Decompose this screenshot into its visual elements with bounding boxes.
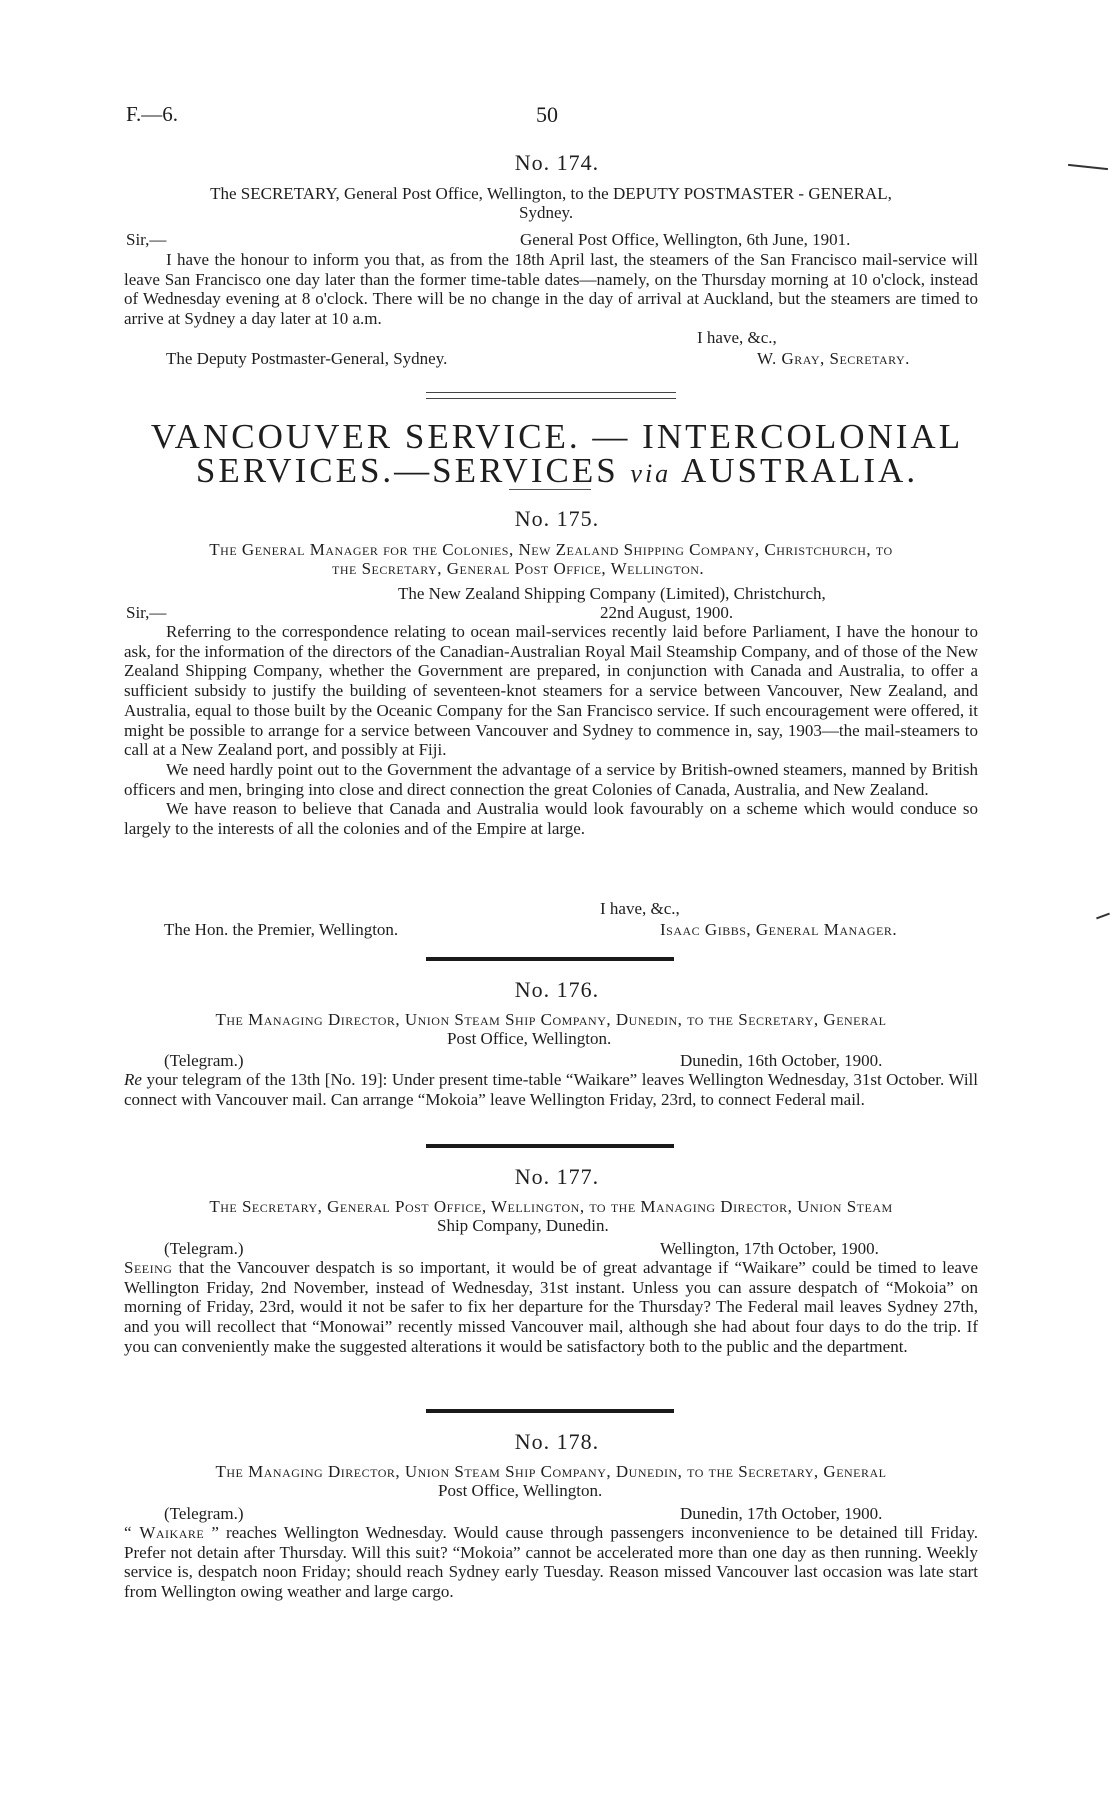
letter-177-place-date: Wellington, 17th October, 1900.: [660, 1239, 879, 1258]
letter-176-address-line-2: Post Office, Wellington.: [447, 1029, 612, 1048]
letter-176-place-date: Dunedin, 16th October, 1900.: [680, 1051, 883, 1070]
paragraph: [124, 1258, 978, 1357]
double-rule-divider: [426, 392, 676, 399]
document-code: F.—6.: [126, 102, 178, 126]
paragraph: [124, 1523, 978, 1602]
letter-177-body: [124, 1258, 978, 1357]
paragraph-3: We have reason to believe that Canada and Australia would look favourably on a scheme which would conduce so largely to the interests of all the colonies and of the Empire at large.: [124, 799, 978, 839]
letter-number-176: No. 176.: [514, 977, 600, 1002]
thick-rule-divider: [426, 1409, 674, 1413]
section-title-part-a: SERVICES.—SERVICES: [195, 451, 631, 490]
body-text: ” reaches Wellington Wednesday. Would cause through passengers inconvenience to be detained till Friday. Prefer not detain after Thursday. Will this suit? “Mokoia” cannot be accelerated more than one day as then running. Weekly service is, despatch noon Friday; should reach Sydney early Tuesday. Reason missed Vancouver last occasion was late start from Wellington owing weather and large cargo.: [124, 1523, 978, 1602]
letter-176-address-line-1: The Managing Director, Union Steam Ship Company, Dunedin, to the Secretary, General: [215, 1010, 887, 1029]
letter-176-telegram: (Telegram.): [164, 1051, 244, 1070]
letter-175-place: The New Zealand Shipping Company (Limited), Christchurch,: [398, 584, 826, 603]
short-rule: [509, 489, 591, 490]
letter-number-175: No. 175.: [514, 506, 600, 531]
letter-177-address-line-2: Ship Company, Dunedin.: [437, 1216, 609, 1235]
letter-175-closing: I have, &c.,: [600, 899, 680, 918]
letter-number-178: No. 178.: [514, 1429, 600, 1454]
body-text: your telegram of the 13th [No. 19]: Under present time-table “Waikare” leaves Wellington Wednesday, 31st October. Will connect with Vancouver mail. Can arrange “Mokoia” leave Wellington Friday, 23rd, to connect Federal mail.: [124, 1070, 978, 1109]
section-title-via: via: [630, 459, 672, 488]
letter-174-salutation: Sir,—: [126, 230, 167, 249]
letter-174-body: [124, 250, 978, 329]
letter-174-recipient: The Deputy Postmaster-General, Sydney.: [166, 349, 448, 368]
paragraph-1: Referring to the correspondence relating to ocean mail-services recently laid before Parliament, I have the honour to ask, for the information of the directors of the Canadian-Australian Royal Mail Steamship Company, and of those of the New Zealand Shipping Company, whether the Government are prepared, in conjunction with Canada and Australia, to offer a sufficient subsidy to justify the building of seventeen-knot steamers for a service between Vancouver, New Zealand, and Australia, equal to those built by the Oceanic Company for the San Francisco service. If such encouragement were offered, it might be possible to arrange for a service between Vancouver and Sydney to commence in, say, 1903—the mail-steamers to call at a New Zealand port, and possibly at Fiji.: [124, 622, 978, 760]
letter-175-salutation: Sir,—: [126, 603, 167, 622]
section-title-line-2: [0, 452, 1114, 493]
letter-177-address-line-1: The Secretary, General Post Office, Wellington, to the Managing Director, Union Steam: [209, 1197, 893, 1216]
letter-175-signature: Isaac Gibbs, General Manager.: [660, 920, 898, 939]
letter-175-address-line-2: the Secretary, General Post Office, Wellington.: [332, 559, 705, 578]
paragraph: I have the honour to inform you that, as from the 18th April last, the steamers of the San Francisco mail-service will leave San Francisco one day later than the former time-table dates—namely, on the Thursday morning at 10 o'clock, instead of Wednesday evening at 8 o'clock. There will be no change in the day of arrival at Auckland, but the steamers are timed to arrive at Sydney a day later at 10 a.m.: [124, 250, 978, 329]
letter-174-closing: I have, &c.,: [697, 328, 777, 347]
letter-175-address-line-1: The General Manager for the Colonies, New Zealand Shipping Company, Christchurch, to: [209, 540, 893, 559]
body-text: that the Vancouver despatch is so important, it would be of great advantage if “Waikare” could be timed to leave Wellington Friday, 2nd November, instead of Wednesday, 31st instant. Unless you can assure despatch of “Mokoia” on morning of Friday, 23rd, would it not be safer to fix her departure for the Thursday? The Federal mail leaves Sydney 27th, and you will recollect that “Monowai” recently missed Vancouver mail, although she had about four days to do the trip. If you can conveniently make the suggested alterations it would be satisfactory both to the public and the department.: [124, 1258, 978, 1356]
margin-mark: [1096, 913, 1110, 920]
lead-word: “ Waikare: [124, 1523, 205, 1542]
letter-178-place-date: Dunedin, 17th October, 1900.: [680, 1504, 883, 1523]
letter-175-recipient: The Hon. the Premier, Wellington.: [164, 920, 399, 939]
page-number: 50: [536, 102, 558, 127]
address-line-1: The SECRETARY, General Post Office, Wellington, to the DEPUTY POSTMASTER - GENERAL,: [210, 184, 892, 203]
section-title-line-1: VANCOUVER SERVICE. — INTERCOLONIAL: [150, 417, 964, 456]
thick-rule-divider: [426, 1144, 674, 1148]
section-title-part-c: AUSTRALIA.: [671, 451, 919, 490]
paragraph-2: We need hardly point out to the Government the advantage of a service by British-owned steamers, manned by British officers and men, bringing into close and direct connection the great Colonies of Canada, Australia, and New Zealand.: [124, 759, 978, 799]
letter-176-body: [124, 1070, 978, 1109]
letter-number-177: No. 177.: [514, 1164, 600, 1189]
thick-rule-divider: [426, 957, 674, 961]
letter-174-address-line-2: Sydney.: [519, 203, 574, 222]
letter-178-address-line-2: Post Office, Wellington.: [438, 1481, 603, 1500]
letter-178-telegram: (Telegram.): [164, 1504, 244, 1523]
letter-175-body: [124, 622, 978, 839]
letter-number-174: No. 174.: [514, 150, 600, 175]
letter-178-address-line-1: The Managing Director, Union Steam Ship Company, Dunedin, to the Secretary, General: [215, 1462, 887, 1481]
letter-174-address: [124, 184, 978, 203]
letter-174-place-date: General Post Office, Wellington, 6th June, 1901.: [520, 230, 851, 249]
re-word: Re: [124, 1070, 142, 1089]
paragraph: [124, 1070, 978, 1109]
letter-174-signature: W. Gray, Secretary.: [757, 349, 910, 368]
letter-178-body: [124, 1523, 978, 1602]
letter-175-date: 22nd August, 1900.: [600, 603, 734, 622]
lead-word: Seeing: [124, 1258, 173, 1277]
letter-177-telegram: (Telegram.): [164, 1239, 244, 1258]
